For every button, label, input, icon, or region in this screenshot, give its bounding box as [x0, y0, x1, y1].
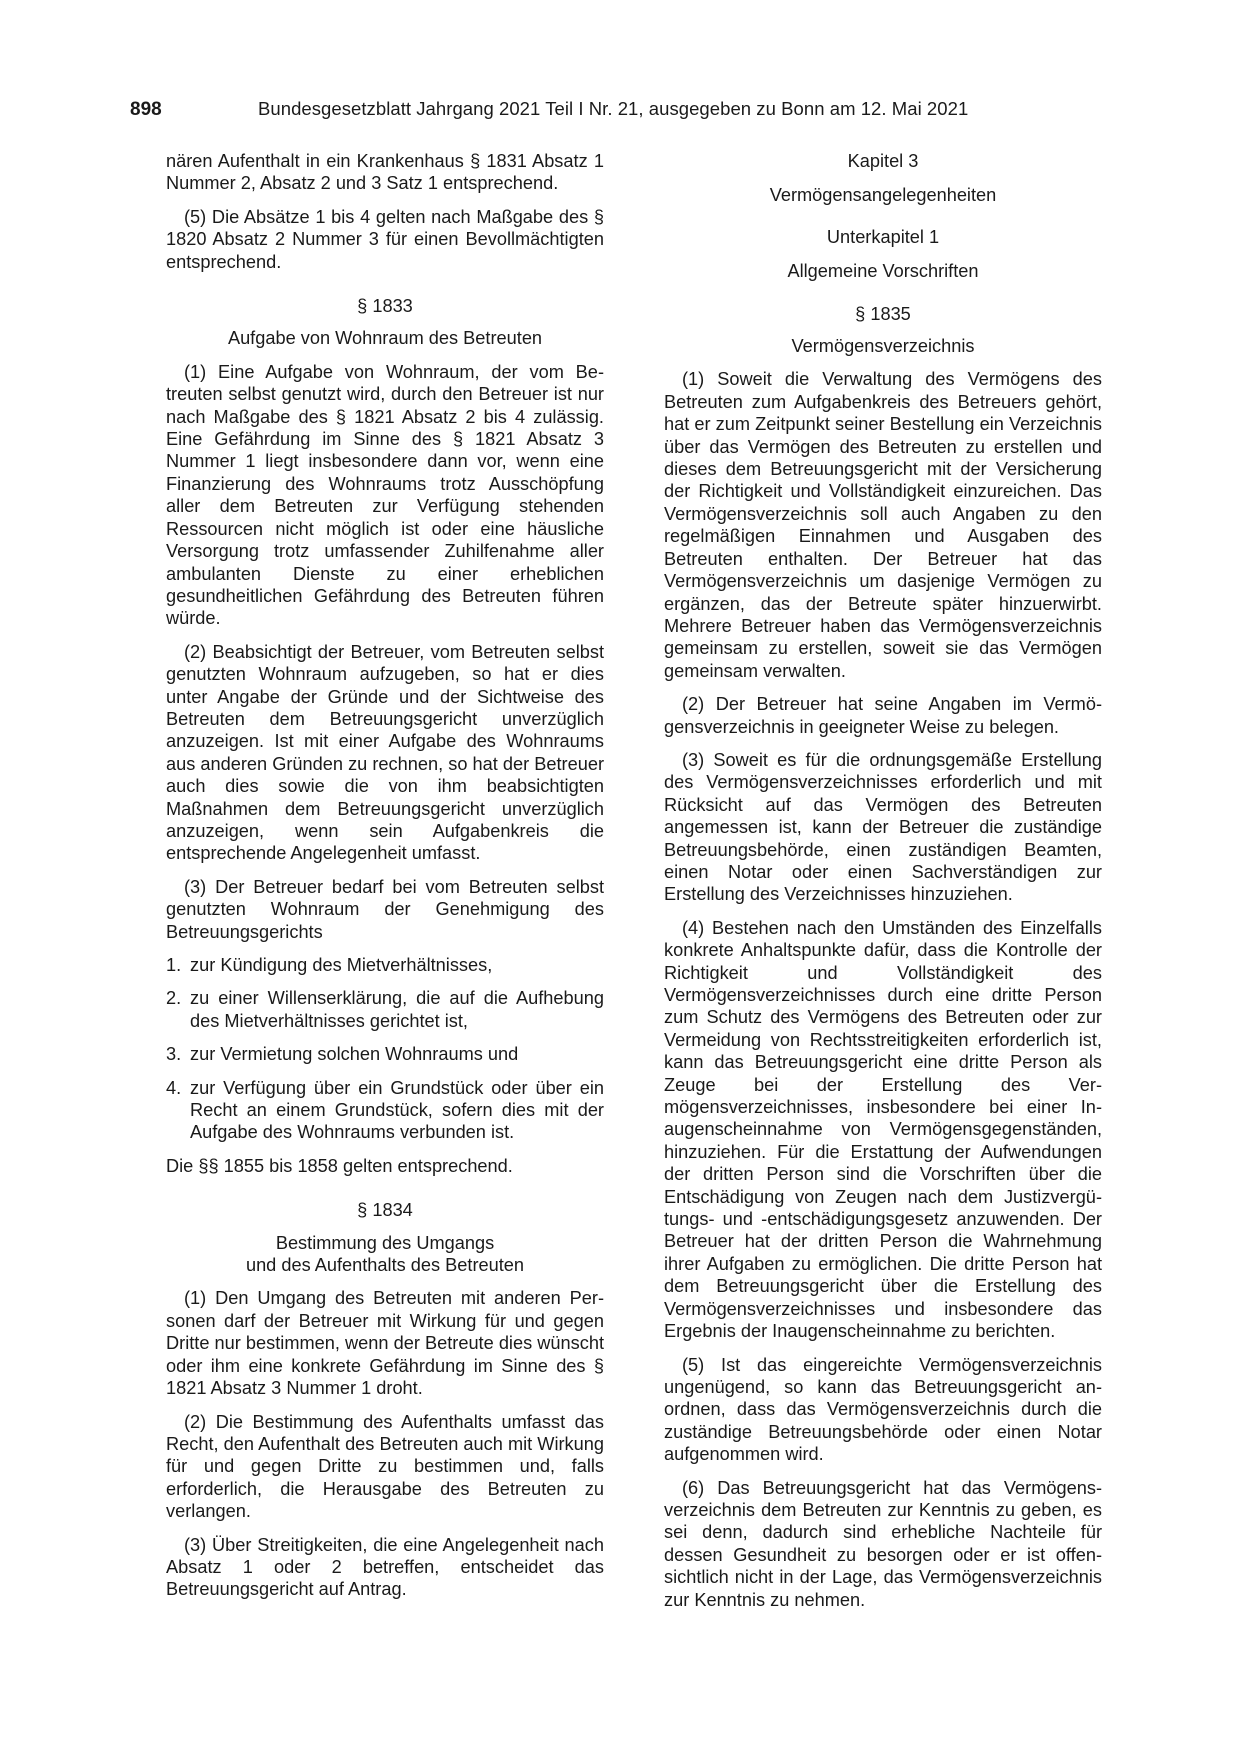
s1833-closing: Die §§ 1855 bis 1858 gelten entsprechend.: [166, 1155, 513, 1176]
list-item: [166, 987, 604, 1032]
s1833-paragraph-3: (3) Der Betreuer bedarf bei vom Betreuten selbst genutzten Wohnraum der Genehmigung des Betreuungsgerichts: [166, 876, 604, 942]
list-item: [166, 954, 604, 976]
s1835-paragraph-5: (5) Ist das eingereichte Vermögensverzeichnis ungenügend, so kann das Betreuungsgericht anordnen, dass das Vermögensverzeichnis durch die zuständige Betreuungsbehörde oder einen Notar aufgenommen wird.: [664, 1354, 1102, 1465]
right-column: [664, 150, 1102, 1622]
section-number-1833: § 1833: [357, 296, 413, 317]
list-text: zur Verfügung über ein Grundstück oder über ein Recht an einem Grundstück, sofern dies mit der Aufgabe des Wohnraums verbunden ist.: [190, 1077, 604, 1143]
s1833-list: [166, 954, 604, 1144]
section-title-1834-line2: und des Aufenthalts des Betreuten: [245, 1255, 525, 1276]
list-text: zu einer Willenserklärung, die auf die Aufhebung des Mietverhältnisses gerichtet ist,: [190, 988, 604, 1031]
s1834-paragraph-1: (1) Den Umgang des Betreuten mit anderen Personen darf der Betreuer mit Wirkung für und gegen Dritte nur bestimmen, wenn der Betreute dies wünscht oder ihm eine konkrete Gefährdung im Sinne des § 1821 Absatz 3 Nummer 1 droht.: [166, 1288, 604, 1399]
s1834-paragraph-3: (3) Über Streitigkeiten, die eine Angelegenheit nach Absatz 1 oder 2 betreffen, entscheidet das Betreuungsgericht auf Antrag.: [166, 1534, 604, 1600]
list-text: zur Kündigung des Mietverhältnisses,: [190, 955, 493, 975]
chapter-label: Kapitel 3: [847, 151, 919, 171]
continued-paragraph: nären Aufenthalt in ein Krankenhaus § 1831 Absatz 1 Nummer 2, Absatz 2 und 3 Satz 1 entsprechend.: [166, 151, 604, 194]
subchapter-label: Unterkapitel 1: [826, 226, 940, 247]
chapter-title: Vermögensangelegenheiten: [769, 185, 997, 206]
section-title-1834-line1: Bestimmung des Umgangs: [275, 1232, 495, 1253]
list-text: zur Vermietung solchen Wohnraums und: [190, 1044, 519, 1065]
section-number-1835: § 1835: [855, 303, 911, 324]
s1835-paragraph-6: (6) Das Betreuungsgericht hat das Vermögensverzeichnis dem Betreuten zur Kenntnis zu geben, es sei denn, dadurch sind erhebliche Nachteile für dessen Gesundheit zu besorgen oder er ist offensichtlich nicht in der Lage, das Vermögensverzeichnis zur Kenntnis zu nehmen.: [664, 1477, 1102, 1610]
s1835-paragraph-1: (1) Soweit die Verwaltung des Vermögens des Betreuten zum Aufgabenkreis des Betreuers gehört, hat er zum Zeitpunkt seiner Bestellung ein Verzeichnis über das Vermögen des Betreuten zu erstellen und dieses dem Betreuungsgericht mit der Versicherung der Richtigkeit und Vollständigkeit einzureichen. Das Vermögensverzeichnis soll auch Angaben zu den regelmäßigen Einnahmen und Ausgaben des Betreuten enthalten. Der Betreuer hat das Vermögensverzeichnis um dasjenige Vermögen zu ergänzen, das der Betreute später hinzuerwirbt. Mehrere Betreuer haben das Vermögensverzeichnis gemeinsam zu erstellen, soweit sie das Vermögen gemeinsam verwalten.: [664, 369, 1102, 681]
page-number: 898: [130, 99, 162, 120]
s1834-paragraph-2: (2) Die Bestimmung des Aufenthalts umfasst das Recht, den Aufenthalt des Betreuten auch mit Wirkung für und gegen Dritte zu bestimmen und, falls erforderlich, die Herausgabe des Betreuten zu verlangen.: [166, 1411, 604, 1522]
list-number: 4.: [166, 1077, 182, 1098]
list-item: [166, 1077, 604, 1144]
subchapter-title: Allgemeine Vorschriften: [787, 261, 979, 282]
section-number-1834: § 1834: [357, 1200, 413, 1221]
list-item: [166, 1043, 604, 1065]
s1835-paragraph-3: (3) Soweit es für die ordnungsgemäße Erstellung des Vermögensverzeichnisses erforderlich und mit Rücksicht auf das Vermögen des Betreuten angemessen ist, kann der Betreuer die zuständige Betreuungsbehörde, einen zuständigen Beamten, einen Notar oder einen Sachverständigen zur Erstellung des Verzeichnisses hinzuziehen.: [664, 749, 1102, 905]
section-title-1835: Vermögensverzeichnis: [791, 336, 975, 357]
section-title-1833: Aufgabe von Wohnraum des Betreuten: [227, 328, 543, 349]
list-number: 1.: [166, 955, 182, 975]
paragraph-5: (5) Die Absätze 1 bis 4 gelten nach Maßgabe des § 1820 Absatz 2 Nummer 3 für einen Bevollmächtigten entsprechend.: [166, 206, 604, 272]
s1833-paragraph-2: (2) Beabsichtigt der Betreuer, vom Betreuten selbst genutzten Wohnraum aufzugeben, so hat er dies unter Angabe der Gründe und der Sichtweise des Betreuten dem Betreuungsgericht unverzüglich anzuzeigen. Ist mit einer Aufgabe des Wohnraums aus anderen Gründen zu rechnen, so hat der Betreuer auch dies sowie die von ihm beabsichtigten Maßnahmen dem Betreuungsgericht unverzüglich anzuzeigen, wenn sein Aufgabenkreis die entsprechende Angelegenheit umfasst.: [166, 641, 604, 864]
list-number: 2.: [166, 988, 182, 1009]
s1833-paragraph-1: (1) Eine Aufgabe von Wohnraum, der vom Betreuten selbst genutzt wird, durch den Betreuer ist nur nach Maßgabe des § 1821 Absatz 2 bis 4 zulässig. Eine Gefährdung im Sinne des § 1821 Absatz 3 Nummer 1 liegt insbesondere dann vor, wenn eine Finanzierung des Wohnraums trotz Ausschöpfung aller dem Betreuten zur Verfügung stehenden Ressourcen nicht möglich ist oder eine häusliche Versorgung trotz umfassender Zuhilfenahme aller ambulanten Dienste zu einer erheblichen gesundheitlichen Gefährdung des Betreuten führen würde.: [166, 361, 604, 629]
left-column: [166, 150, 604, 1612]
running-head: Bundesgesetzblatt Jahrgang 2021 Teil I Nr. 21, ausgegeben zu Bonn am 12. Mai 2021: [258, 98, 969, 119]
s1835-paragraph-2: (2) Der Betreuer hat seine Angaben im Vermögensverzeichnis in geeigneter Weise zu belegen.: [664, 694, 1102, 737]
s1835-paragraph-4: (4) Bestehen nach den Umständen des Einzelfalls konkrete Anhaltspunkte dafür, dass die Kontrolle der Richtigkeit und Vollständigkeit des Vermögensverzeichnisses durch eine dritte Person zum Schutz des Vermögens des Betreuten oder zur Vermeidung von Rechtsstreitigkeiten erforderlich ist, kann das Betreuungsgericht eine dritte Person als Zeuge bei der Erstellung des Vermögensverzeichnisses, insbesondere bei einer Inaugenscheinnahme von Vermögensgegenständen, hinzuziehen. Für die Erstattung der Aufwendungen der dritten Person sind die Vorschriften über die Entschädigung von Zeugen nach dem Justizvergütungs- und -entschädigungsgesetz anzuwenden. Der Betreuer hat der dritten Person die Wahrnehmung ihrer Aufgaben zu ermöglichen. Die dritte Person hat dem Betreuungsgericht über die Erstellung des Vermögensverzeichnisses und insbesondere das Ergebnis der Inaugenscheinnahme zu berichten.: [664, 917, 1102, 1342]
page-header: [130, 98, 980, 121]
list-number: 3.: [166, 1044, 182, 1065]
